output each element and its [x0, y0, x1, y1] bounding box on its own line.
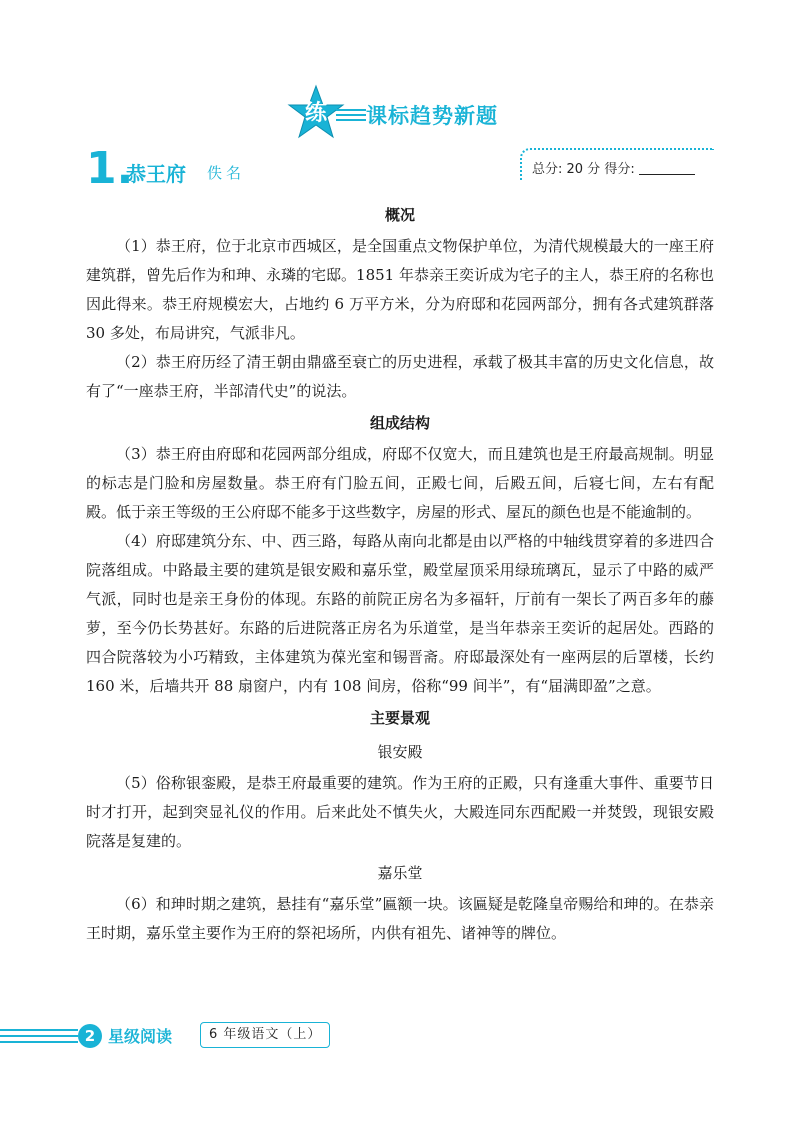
grade-label: 6 年级语文（上） — [200, 1022, 330, 1048]
section-banner — [286, 84, 526, 142]
paragraph-4: （4）府邸建筑分东、中、西三路，每路从南向北都是由以严格的中轴线贯穿着的多进四合院落组成。中路最主要的建筑是银安殿和嘉乐堂，殿堂屋顶采用绿琉璃瓦，显示了中路的威严气派，同时也是亲王身份的体现。东路的前院正房名为多福轩，厅前有一架长了两百多年的藤萝，至今仍长势甚好。东路的后进院落正房名为乐道堂，是当年恭亲王奕䜣的起居处。西路的四合院落较为小巧精致，主体建筑为葆光室和锡晋斋。府邸最深处有一座两层的后罩楼，长约 160 米，后墙共开 88 扇窗户，内有 108 间房，俗称“99 间半”，有“届满即盈”之意。 — [86, 532, 714, 695]
section-heading-sights: 主要景观 — [369, 709, 430, 727]
paragraph-3: （3）恭王府由府邸和花园两部分组成，府邸不仅宽大，而且建筑也是王府最高规制。明显的标志是门脸和房屋数量。恭王府有门脸五间，正殿七间，后殿五间，后寝七间，左右有配殿。低于亲王等级的王公府邸不能多于这些数字，房屋的形式、屋瓦的颜色也是不能逾制的。 — [86, 445, 714, 521]
paragraph-1: （1）恭王府，位于北京市西城区，是全国重点文物保护单位，为清代规模最大的一座王府建筑群，曾先后作为和珅、永璘的宅邸。1851 年恭亲王奕䜣成为宅子的主人，恭王府的名称也因此得来。恭王府规模宏大，占地约 6 万平方米，分为府邸和花园两部分，拥有各式建筑群落 30 多处，布局讲究，气派非凡。 — [86, 237, 714, 342]
paragraph-6: （6）和珅时期之建筑，悬挂有“嘉乐堂”匾额一块。该匾疑是乾隆皇帝赐给和珅的。在恭亲王时期，嘉乐堂主要作为王府的祭祀场所，内供有祖先、诸神等的牌位。 — [86, 895, 714, 942]
section-heading-overview: 概况 — [384, 206, 415, 224]
badge-label: 练 — [304, 101, 327, 126]
banner-title: 课标趋势新题 — [366, 104, 498, 128]
brand-logo: 星级阅读 — [108, 1027, 173, 1046]
page-number: 2 — [78, 1024, 102, 1048]
section-heading-structure: 组成结构 — [369, 414, 430, 432]
banner-divider — [336, 109, 366, 124]
subheading-yinandian: 银安殿 — [377, 743, 423, 761]
score-box — [520, 148, 714, 180]
article-body — [86, 198, 714, 948]
score-blank[interactable] — [639, 174, 695, 175]
score-label: 总分: 20 分 得分: — [532, 162, 635, 177]
article-author: 佚名 — [207, 164, 246, 182]
article-title: 恭王府 — [126, 162, 186, 186]
subheading-jialetang: 嘉乐堂 — [377, 864, 423, 882]
paragraph-5: （5）俗称银銮殿，是恭王府最重要的建筑。作为王府的正殿，只有逢重大事件、重要节日时才打开，起到突显礼仪的作用。后来此处不慎失火，大殿连同东西配殿一并焚毁，现银安殿院落是复建的。 — [86, 774, 714, 850]
footer-divider — [0, 1029, 78, 1047]
paragraph-2: （2）恭王府历经了清王朝由鼎盛至衰亡的历史进程，承载了极其丰富的历史文化信息，故有了“一座恭王府，半部清代史”的说法。 — [86, 353, 714, 400]
article-number: 1. — [86, 143, 134, 194]
